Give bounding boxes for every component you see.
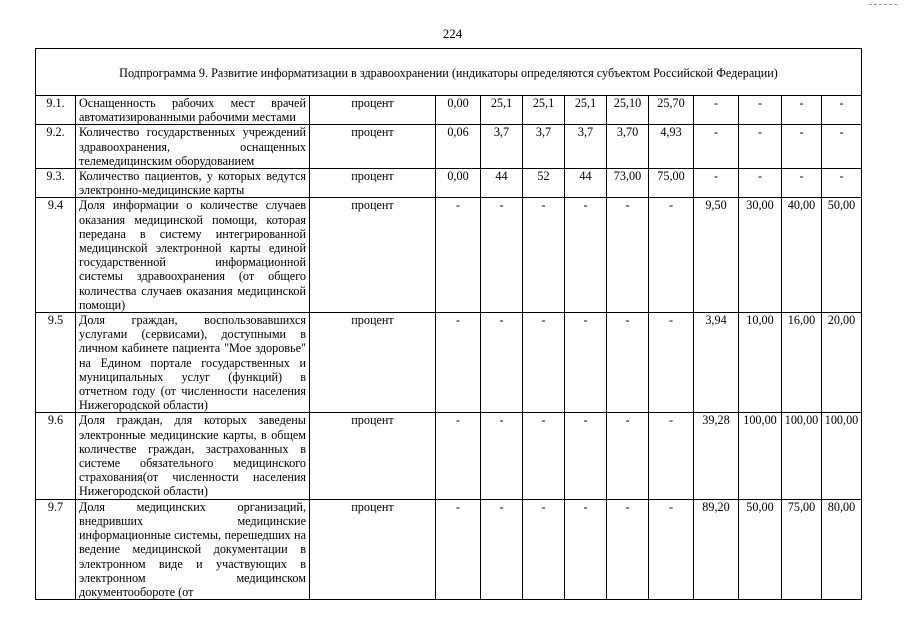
indicator-value: - <box>436 198 481 313</box>
indicator-value: - <box>822 96 862 125</box>
indicator-value: - <box>607 198 649 313</box>
indicator-value: - <box>649 499 694 599</box>
indicator-value: 50,00 <box>822 198 862 313</box>
indicator-value: - <box>607 413 649 499</box>
scan-edge-mark <box>869 4 897 5</box>
indicator-value: 40,00 <box>782 198 822 313</box>
indicator-unit: процент <box>310 413 436 499</box>
indicator-value: 50,00 <box>739 499 782 599</box>
indicator-value: - <box>607 313 649 413</box>
indicator-value: - <box>436 499 481 599</box>
table-row <box>36 413 862 499</box>
indicator-value: 52 <box>523 169 565 198</box>
indicator-value: 0,00 <box>436 169 481 198</box>
indicator-value: 75,00 <box>782 499 822 599</box>
indicator-number: 9.5 <box>36 313 76 413</box>
indicator-value: 0,00 <box>436 96 481 125</box>
indicator-number: 9.2. <box>36 125 76 169</box>
indicator-value: 25,1 <box>523 96 565 125</box>
indicator-value: 39,28 <box>694 413 739 499</box>
indicator-value: 100,00 <box>782 413 822 499</box>
indicator-value: 0,06 <box>436 125 481 169</box>
indicator-value: 25,1 <box>565 96 607 125</box>
indicator-value: 9,50 <box>694 198 739 313</box>
indicator-value: - <box>739 169 782 198</box>
indicator-value: - <box>782 125 822 169</box>
indicator-name: Доля граждан, для которых заведены электронные медицинские карты, в общем количестве граждан, застрахованных в системе обязательного медицинского страхования(от численности населения Нижегородской области) <box>76 413 310 499</box>
indicator-value: - <box>565 313 607 413</box>
indicator-value: - <box>481 313 523 413</box>
indicator-value: 30,00 <box>739 198 782 313</box>
indicator-unit: процент <box>310 313 436 413</box>
indicator-name: Оснащенность рабочих мест врачей автоматизированными рабочими местами <box>76 96 310 125</box>
indicator-value: - <box>523 413 565 499</box>
indicator-unit: процент <box>310 96 436 125</box>
table-row <box>36 96 862 125</box>
indicator-value: 25,10 <box>607 96 649 125</box>
indicator-value: 100,00 <box>822 413 862 499</box>
indicator-value: - <box>822 125 862 169</box>
indicator-number: 9.6 <box>36 413 76 499</box>
indicator-number: 9.7 <box>36 499 76 599</box>
table-row <box>36 169 862 198</box>
indicator-value: 3,7 <box>523 125 565 169</box>
indicator-value: - <box>565 499 607 599</box>
table-row <box>36 499 862 599</box>
indicator-unit: процент <box>310 198 436 313</box>
indicator-value: - <box>649 313 694 413</box>
indicator-value: - <box>782 96 822 125</box>
table-row <box>36 125 862 169</box>
indicator-number: 9.1. <box>36 96 76 125</box>
indicator-value: 16,00 <box>782 313 822 413</box>
indicator-value: 3,70 <box>607 125 649 169</box>
indicator-name: Доля информации о количестве случаев оказания медицинской помощи, которая передана в систему интегрированной медицинской электронной карты единой государственной информационной системы здравоохранения (от общего количества случаев оказания медицинской помощи) <box>76 198 310 313</box>
indicator-value: - <box>782 169 822 198</box>
subprogram-header-row <box>36 49 862 96</box>
indicator-name: Доля медицинских организаций, внедривших медицинские информационные системы, перешедших на ведение медицинской документации в электронном виде и участвующих в электронном медицинском документообороте (от <box>76 499 310 599</box>
indicator-value: - <box>694 96 739 125</box>
indicator-value: 3,7 <box>481 125 523 169</box>
table-row <box>36 313 862 413</box>
indicator-value: - <box>649 413 694 499</box>
indicator-value: 80,00 <box>822 499 862 599</box>
indicator-value: 3,94 <box>694 313 739 413</box>
indicator-value: - <box>481 198 523 313</box>
indicator-name: Количество пациентов, у которых ведутся электронно-медицинские карты <box>76 169 310 198</box>
indicator-name: Доля граждан, воспользовавшихся услугами (сервисами), доступными в личном кабинете пациента "Мое здоровье" на Едином портале государственных и муниципальных услуг (функций) в отчетном году (от численности населения Нижегородской области) <box>76 313 310 413</box>
indicator-value: 100,00 <box>739 413 782 499</box>
page-number: 224 <box>442 26 463 41</box>
indicator-value: 25,1 <box>481 96 523 125</box>
indicator-value: 44 <box>481 169 523 198</box>
indicator-value: 73,00 <box>607 169 649 198</box>
indicator-value: 10,00 <box>739 313 782 413</box>
indicator-value: 20,00 <box>822 313 862 413</box>
indicator-value: 44 <box>565 169 607 198</box>
indicator-value: - <box>607 499 649 599</box>
indicator-value: - <box>649 198 694 313</box>
indicator-value: - <box>739 125 782 169</box>
indicator-number: 9.3. <box>36 169 76 198</box>
indicator-value: - <box>481 499 523 599</box>
indicator-name: Количество государственных учреждений здравоохранения, оснащенных телемедицинским оборудованием <box>76 125 310 169</box>
indicator-value: - <box>694 169 739 198</box>
indicator-unit: процент <box>310 499 436 599</box>
indicator-value: - <box>523 499 565 599</box>
indicator-value: - <box>481 413 523 499</box>
indicator-value: - <box>436 413 481 499</box>
indicator-value: 25,70 <box>649 96 694 125</box>
table-row <box>36 198 862 313</box>
indicator-value: 3,7 <box>565 125 607 169</box>
indicator-value: 89,20 <box>694 499 739 599</box>
indicator-value: - <box>565 413 607 499</box>
indicator-value: - <box>822 169 862 198</box>
indicator-unit: процент <box>310 125 436 169</box>
indicator-value: 4,93 <box>649 125 694 169</box>
subprogram-header: Подпрограмма 9. Развитие информатизации в здравоохранении (индикаторы определяются субъектом Российской Федерации) <box>36 49 862 96</box>
indicator-value: 75,00 <box>649 169 694 198</box>
indicator-value: - <box>694 125 739 169</box>
indicator-number: 9.4 <box>36 198 76 313</box>
indicator-value: - <box>523 313 565 413</box>
indicator-value: - <box>523 198 565 313</box>
indicator-value: - <box>436 313 481 413</box>
indicators-table <box>35 48 862 600</box>
indicator-value: - <box>565 198 607 313</box>
indicator-value: - <box>739 96 782 125</box>
indicator-unit: процент <box>310 169 436 198</box>
